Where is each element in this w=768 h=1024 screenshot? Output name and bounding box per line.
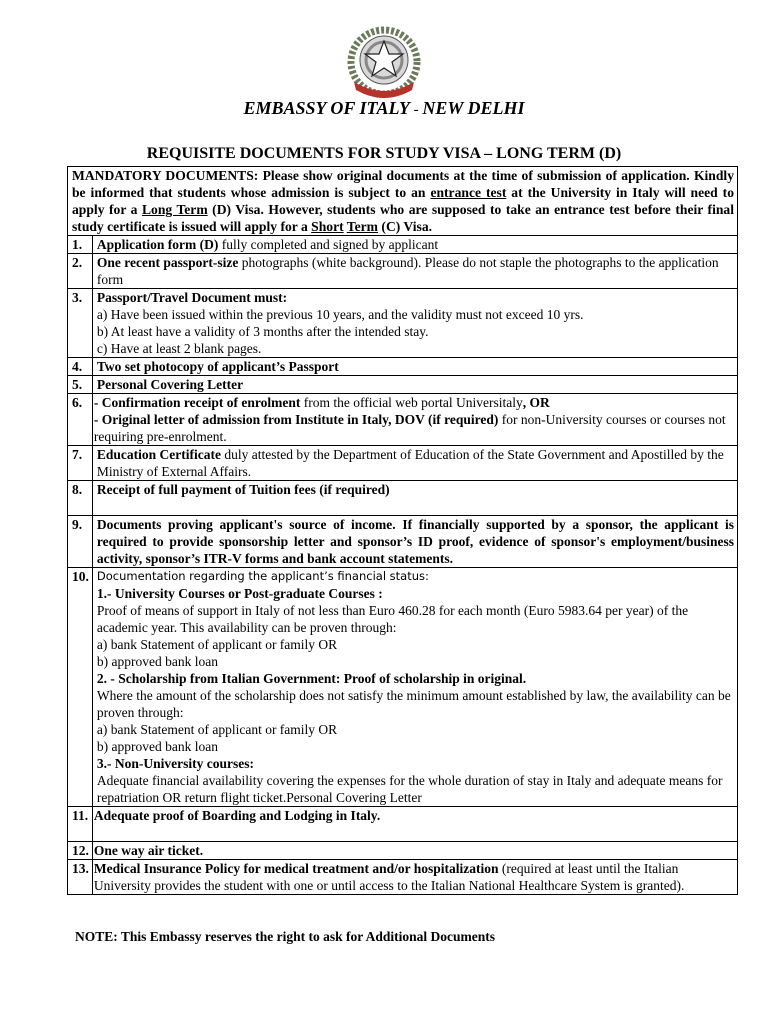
item-5-bold: Personal Covering Letter <box>96 377 244 392</box>
item-6-line2-text: for non-University courses or courses not requiring pre-enrolment. <box>93 412 726 444</box>
item-9-bold: Documents proving applicant's source of income. If financially supported by a sponsor, the applicant is required to provide sponsorship letter and sponsor’s ID proof, evidence of sponsor's employment/business activity, sponsor’s ITR-V forms and bank account statements. <box>96 517 734 566</box>
item-content <box>92 807 737 842</box>
item-6-line2-bold: - Original letter of admission from Institute in Italy, DOV (if required) <box>93 412 499 427</box>
item-1-bold: Application form (D) <box>96 237 219 252</box>
mandatory-text-1: MANDATORY DOCUMENTS: Please show original documents at the time of submission of application. Kindly be informed that students whose admission is subject to an <box>72 168 734 200</box>
table-row <box>68 860 738 895</box>
item-10-intro: Documentation regarding the applicant’s financial status: <box>96 569 429 583</box>
item-6-line1-or: , OR <box>522 395 550 410</box>
item-10-para-3: Adequate financial availability covering the expenses for the whole duration of stay in Italy and adequate means for repatriation OR return flight ticket.Personal Covering Letter <box>96 773 723 805</box>
long-term-term: Long Term <box>141 202 208 217</box>
mandatory-text-5: (C) Visa. <box>378 219 433 234</box>
item-10-para-1: Proof of means of support in Italy of not less than Euro 460.28 for each month (Euro 5983.64 per year) of the academic year. This availability can be proven through: <box>96 603 689 635</box>
short-term-word-1: Short <box>311 219 344 234</box>
item-content <box>92 516 737 568</box>
item-8-bold: Receipt of full payment of Tuition fees (if required) <box>96 482 390 497</box>
item-6-line1-bold: - Confirmation receipt of enrolment <box>93 395 301 410</box>
item-10-para-2: Where the amount of the scholarship does not satisfy the minimum amount established by law, the availability can be proven through: <box>96 688 731 720</box>
item-10-para-2a: a) bank Statement of applicant or family OR <box>96 722 338 737</box>
item-10-heading-1: 1.- University Courses or Post-graduate Courses : <box>96 586 383 601</box>
embassy-city: NEW DELHI <box>422 98 525 118</box>
embassy-heading <box>0 98 768 119</box>
table-row <box>68 376 738 394</box>
short-term-word-2: Term <box>346 219 379 234</box>
item-number: 6. <box>68 394 93 446</box>
item-number: 10. <box>68 568 93 807</box>
item-3-c: c) Have at least 2 blank pages. <box>96 341 262 356</box>
item-6-line1-text: from the official web portal Universitaly <box>300 395 523 410</box>
mandatory-cell <box>68 167 738 236</box>
item-7-bold: Education Certificate <box>96 447 221 462</box>
item-number: 7. <box>68 446 93 481</box>
item-4-bold: Two set photocopy of applicant’s Passport <box>96 359 339 374</box>
item-content <box>92 376 737 394</box>
item-10-heading-2: 2. - Scholarship from Italian Government: Proof of scholarship in original. <box>96 671 527 686</box>
embassy-name: EMBASSY OF ITALY <box>243 98 410 118</box>
item-1-text: fully completed and signed by applicant <box>218 237 439 252</box>
item-content <box>92 289 737 358</box>
item-3-a: a) Have been issued within the previous 10 years, and the validity must not exceed 10 yrs. <box>96 307 584 322</box>
item-10-para-1b: b) approved bank loan <box>96 654 218 669</box>
mandatory-row <box>68 167 738 236</box>
item-2-text: photographs (white background). Please do not staple the photographs to the application form <box>96 255 719 287</box>
table-row <box>68 358 738 376</box>
table-row <box>68 568 738 807</box>
table-row <box>68 516 738 568</box>
item-content <box>92 842 737 860</box>
table-row <box>68 481 738 516</box>
item-number: 13. <box>68 860 93 895</box>
item-2-bold: One recent passport-size <box>96 255 239 270</box>
item-number: 4. <box>68 358 93 376</box>
item-11-bold: Adequate proof of Boarding and Lodging in Italy. <box>93 808 381 823</box>
item-content <box>92 860 737 895</box>
item-content <box>92 236 737 254</box>
table-row <box>68 236 738 254</box>
item-number: 9. <box>68 516 93 568</box>
table-row <box>68 394 738 446</box>
item-13-text: (required at least until the Italian University provides the student with one or until access to the Italian National Healthcare System is granted). <box>93 861 685 893</box>
mandatory-text-3: (D) Visa. However, students who are supposed to take an entrance test before their final study certificate is issued will apply for a <box>72 202 734 234</box>
item-number: 5. <box>68 376 93 394</box>
item-7-text: duly attested by the Department of Education of the State Government and Apostilled by the Ministry of External Affairs. <box>96 447 724 479</box>
item-content <box>92 394 737 446</box>
item-3-bold: Passport/Travel Document must: <box>96 290 288 305</box>
item-number: 8. <box>68 481 93 516</box>
item-content <box>92 254 737 289</box>
footer-note: NOTE: This Embassy reserves the right to ask for Additional Documents <box>75 929 496 944</box>
item-12-bold: One way air ticket. <box>93 843 204 858</box>
table-row <box>68 842 738 860</box>
item-10-para-1a: a) bank Statement of applicant or family OR <box>96 637 338 652</box>
documents-table <box>67 166 738 895</box>
embassy-separator: - <box>409 102 423 118</box>
item-10-para-2b: b) approved bank loan <box>96 739 218 754</box>
item-number: 1. <box>68 236 93 254</box>
table-row <box>68 289 738 358</box>
mandatory-text-2: at the University in Italy will need to apply for a <box>72 185 735 217</box>
entrance-test-term: entrance test <box>430 185 507 200</box>
italy-emblem-icon <box>340 24 428 102</box>
item-3-b: b) At least have a validity of 3 months after the intended stay. <box>96 324 429 339</box>
item-number: 2. <box>68 254 93 289</box>
item-content <box>92 568 737 807</box>
table-row <box>68 807 738 842</box>
item-number: 12. <box>68 842 93 860</box>
item-content <box>92 358 737 376</box>
item-10-heading-3: 3.- Non-University courses: <box>96 756 254 771</box>
item-number: 3. <box>68 289 93 358</box>
document-title: REQUISITE DOCUMENTS FOR STUDY VISA – LONG TERM (D) <box>146 145 622 162</box>
item-content <box>92 446 737 481</box>
item-content <box>92 481 737 516</box>
table-row <box>68 446 738 481</box>
item-13-bold: Medical Insurance Policy for medical treatment and/or hospitalization <box>93 861 499 876</box>
item-number: 11. <box>68 807 93 842</box>
table-row <box>68 254 738 289</box>
